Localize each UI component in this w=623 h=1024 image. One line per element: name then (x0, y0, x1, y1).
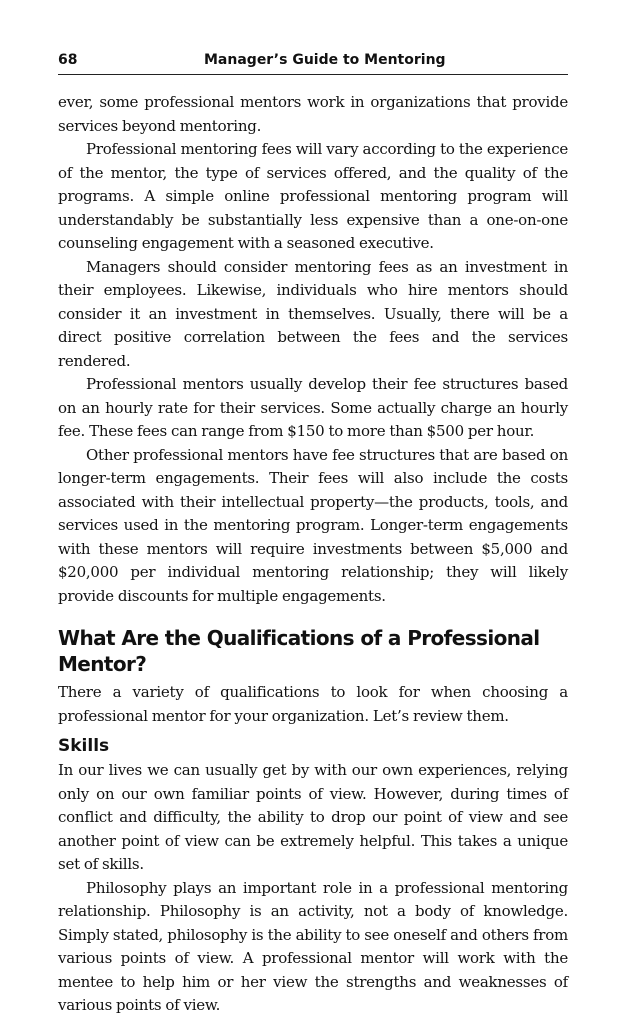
paragraph-long-term-engagements: Other professional mentors have fee structures that are based on longer-term engagements. Their fees will also include the costs associated with their intellectual property—the products, tools, and services used in the mentoring program. Longer-term engagements with these mentors will require investments between $5,000 and $20,000 per individual mentoring relationship; they will likely provide discounts for multiple engagements. (58, 445, 568, 605)
section-intro: There a variety of qualifications to look for when choosing a professional mentor for your organization. Let’s review them. (58, 683, 568, 725)
book-title: Manager’s Guide to Mentoring (204, 52, 446, 68)
paragraph-philosophy: Philosophy plays an important role in a professional mentoring relationship. Philosophy is an activity, not a body of knowledge. Simply stated, philosophy is the ability to see oneself and others from various points of view. A professional mentor will work with the mentee to help him or her view the strengths and weaknesses of various points of view. (58, 878, 568, 1014)
paragraph-fees-investment: Managers should consider mentoring fees as an investment in their employees. Likewise, individuals who hire mentors should consider it an investment in themselves. Usually, there will be a direct positive correlation between the fees and the services rendered. (58, 257, 568, 370)
page-number: 68 (58, 52, 78, 68)
section-heading: What Are the Qualifications of a Professional Mentor? (58, 626, 540, 676)
paragraph-continued: ever, some professional mentors work in organizations that provide services beyond mentoring. (58, 93, 568, 135)
running-head (58, 52, 568, 75)
paragraph-fees-vary: Professional mentoring fees will vary according to the experience of the mentor, the type of services offered, and the quality of the programs. A simple online professional mentoring program will understandably be substantially less expensive than a one-on-one counseling engagement with a seasoned executive. (58, 140, 568, 252)
book-page (58, 52, 568, 1018)
subsection-heading-skills: Skills (58, 736, 110, 756)
paragraph-hourly-rate: Professional mentors usually develop their fee structures based on an hourly rate for their services. Some actually charge an hourly fee. These fees can range from $150 to more than $500 per hour. (58, 375, 568, 440)
paragraph-skills: In our lives we can usually get by with our own experiences, relying only on our own familiar points of view. However, during times of conflict and difficulty, the ability to drop our point of view and see another point of view can be extremely helpful. This takes a unique set of skills. (58, 761, 568, 873)
